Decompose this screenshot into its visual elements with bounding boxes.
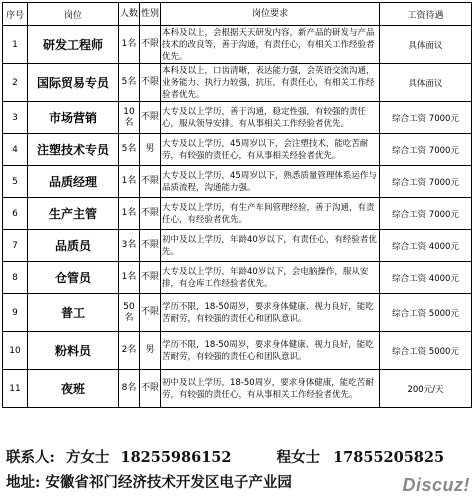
row-count: 1名 — [119, 198, 140, 230]
table-row — [3, 26, 472, 64]
row-requirements: 本科及以上，口齿清晰，表达能力强，会英语交流沟通，业务能力、执行力较强，抗压，有责任心，有相关工作经验者优先。 — [161, 64, 380, 102]
table-row — [3, 332, 472, 370]
row-gender: 不限 — [140, 166, 161, 198]
row-gender: 不限 — [140, 370, 161, 408]
row-salary: 200元/天 — [380, 370, 472, 408]
row-gender: 不限 — [140, 26, 161, 64]
row-salary: 综合工资 7000元 — [380, 102, 472, 134]
row-salary: 综合工资 7000元 — [380, 134, 472, 166]
row-count: 5名 — [119, 64, 140, 102]
row-requirements: 本科及以上，会根据天天研发内容，新产品的研发与产品技术的改良等，善于沟通，有责任心，有相关工作经验者优先。 — [161, 26, 380, 64]
row-number: 4 — [3, 134, 28, 166]
row-salary: 具体面议 — [380, 64, 472, 102]
row-number: 7 — [3, 230, 28, 262]
row-count: 1名 — [119, 26, 140, 64]
row-number: 11 — [3, 370, 28, 408]
row-requirements: 大专及以上学历，善于沟通，稳定性强，有较强的责任心，服从领导安排。有从事相关工作经验者优先。 — [161, 102, 380, 134]
row-salary: 综合工资 4000元 — [380, 262, 472, 294]
row-salary: 综合工资 7000元 — [380, 166, 472, 198]
row-number: 8 — [3, 262, 28, 294]
row-requirements: 大专及以上学历，45周岁以下，熟悉质量管理体系运作与品质流程，沟通能力强。 — [161, 166, 380, 198]
row-position: 国际贸易专员 — [28, 64, 119, 102]
row-salary: 综合工资 7000元 — [380, 198, 472, 230]
watermark-logo: Discuz! — [402, 475, 470, 495]
row-count: 1名 — [119, 166, 140, 198]
row-position: 市场营销 — [28, 102, 119, 134]
header-salary: 工资待遇 — [380, 3, 472, 26]
row-position: 研发工程师 — [28, 26, 119, 64]
row-count: 5名 — [119, 134, 140, 166]
row-gender: 不限 — [140, 262, 161, 294]
table-row — [3, 64, 472, 102]
contact-person-1: 方女士 — [65, 449, 110, 466]
row-count: 2名 — [119, 332, 140, 370]
contact-line — [6, 446, 444, 467]
row-number: 9 — [3, 294, 28, 332]
address-label: 地址: — [6, 474, 41, 491]
address-text: 安徽省祁门经济技术开发区电子产业园 — [45, 474, 292, 491]
contact-person-2: 程女士 — [276, 449, 321, 466]
row-number: 6 — [3, 198, 28, 230]
row-position: 仓管员 — [28, 262, 119, 294]
header-gender: 性别 — [140, 3, 161, 26]
row-requirements: 初中及以上学历，年龄40岁以下，有责任心，有经验者优先。 — [161, 230, 380, 262]
row-position: 夜班 — [28, 370, 119, 408]
table-row — [3, 230, 472, 262]
row-requirements: 大专及以上学历，年龄40岁以下，会电脑操作，服从安排，有仓库工作经验者优先。 — [161, 262, 380, 294]
row-gender: 不限 — [140, 198, 161, 230]
table-row — [3, 198, 472, 230]
address-line — [6, 471, 292, 492]
row-number: 1 — [3, 26, 28, 64]
row-position: 注塑技术专员 — [28, 134, 119, 166]
row-salary: 综合工资 5000元 — [380, 332, 472, 370]
row-requirements: 大专及以上学历，有生产车间管理经验，善于沟通，有责任心，有经验者优先。 — [161, 198, 380, 230]
row-requirements: 大专及以上学历，45周岁以下，会注塑技术，能吃苦耐劳，有较强的责任心，有从事相关经验者优先。 — [161, 134, 380, 166]
row-count: 10名 — [119, 102, 140, 134]
table-row — [3, 102, 472, 134]
row-position: 品质经理 — [28, 166, 119, 198]
table-row — [3, 134, 472, 166]
row-position: 普工 — [28, 294, 119, 332]
row-count: 50名 — [119, 294, 140, 332]
row-number: 2 — [3, 64, 28, 102]
row-requirements: 学历不限，18-50周岁，要求身体健康、视力良好，能吃苦耐劳，有较强的责任心和团队意识。 — [161, 332, 380, 370]
row-salary: 综合工资 4000元 — [380, 230, 472, 262]
row-number: 5 — [3, 166, 28, 198]
table-header-row — [3, 3, 472, 26]
row-position: 粉料员 — [28, 332, 119, 370]
row-position: 品质员 — [28, 230, 119, 262]
row-gender: 男 — [140, 332, 161, 370]
row-count: 1名 — [119, 262, 140, 294]
row-gender: 不限 — [140, 230, 161, 262]
row-number: 3 — [3, 102, 28, 134]
row-gender: 男 — [140, 134, 161, 166]
row-count: 8名 — [119, 370, 140, 408]
row-gender: 不限 — [140, 64, 161, 102]
contact-label: 联系人: — [6, 449, 55, 466]
row-salary: 具体面议 — [380, 26, 472, 64]
header-requirements: 岗位要求 — [161, 3, 380, 26]
table-row — [3, 294, 472, 332]
contact-phone-2: 17855205825 — [333, 449, 445, 466]
table-row — [3, 166, 472, 198]
row-count: 3名 — [119, 230, 140, 262]
row-gender: 不限 — [140, 102, 161, 134]
row-requirements: 学历不限，18-50周岁，要求身体健康、视力良好，能吃苦耐劳，有较强的责任心和团队意识。 — [161, 294, 380, 332]
table-row — [3, 262, 472, 294]
contact-phone-1: 18255986152 — [120, 449, 232, 466]
header-no: 序号 — [3, 3, 28, 26]
row-number: 10 — [3, 332, 28, 370]
row-position: 生产主管 — [28, 198, 119, 230]
job-table — [2, 2, 472, 408]
table-row — [3, 370, 472, 408]
row-salary: 综合工资 5000元 — [380, 294, 472, 332]
row-requirements: 初中及以上学历，18-50周岁，要求身体健康，能吃苦耐劳，有较强的责任心，有从事相关工作经验者优先。 — [161, 370, 380, 408]
header-count: 人数 — [119, 3, 140, 26]
header-position: 岗位 — [28, 3, 119, 26]
row-gender: 不限 — [140, 294, 161, 332]
